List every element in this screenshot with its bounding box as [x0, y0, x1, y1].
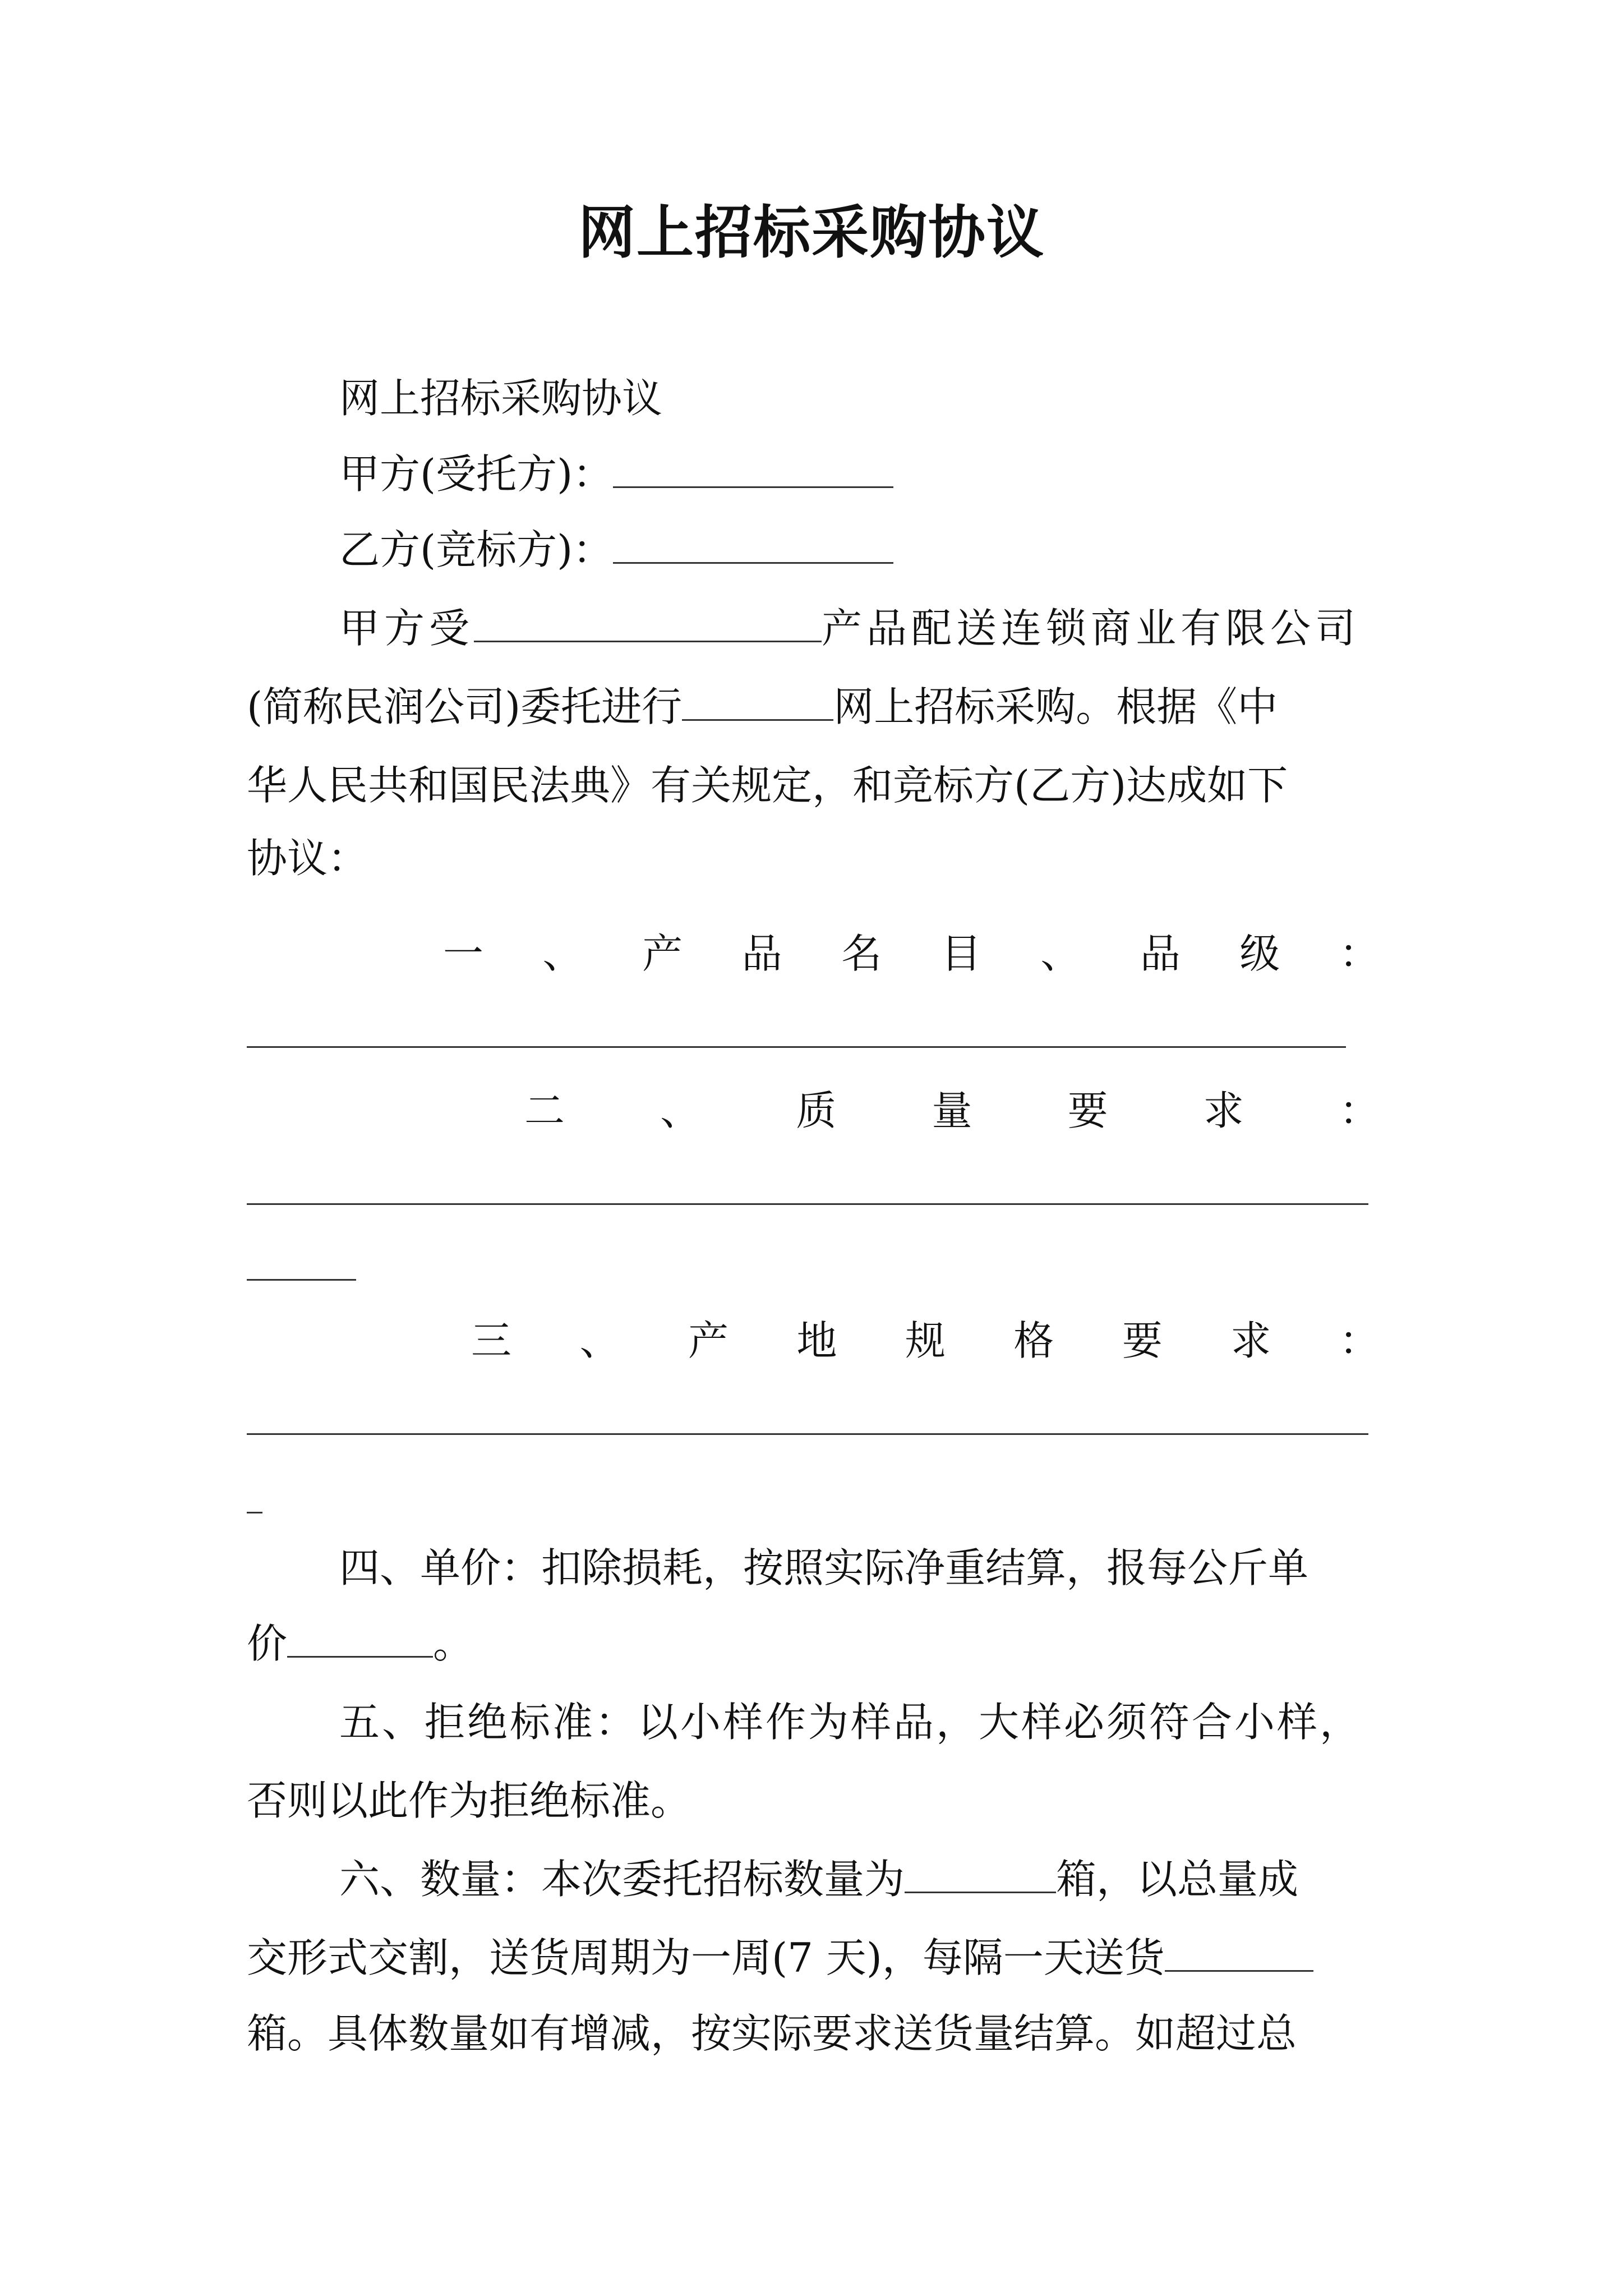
- s3-c0: 三: [471, 1317, 512, 1364]
- s1-c7: 品: [1140, 930, 1181, 977]
- s1-c2: 产: [642, 930, 683, 977]
- s1-c9: ：: [1339, 930, 1380, 977]
- section-6-text-1b: 箱，以总量成: [1056, 1856, 1299, 1903]
- intro-line-4: 协议：: [247, 835, 368, 882]
- s3-c5: 格: [1013, 1317, 1054, 1364]
- s3-c6: 要: [1122, 1317, 1163, 1364]
- s1-c5: 目: [940, 930, 981, 977]
- section-2-heading: [524, 1083, 1380, 1139]
- s3-c8: ：: [1339, 1317, 1380, 1364]
- section-6-line-3: 箱。具体数量如有增减，按实际要求送货量结算。如超过总: [247, 2010, 1297, 2057]
- intro-line-1: [339, 600, 1360, 656]
- intro-blank-2: [682, 685, 833, 721]
- section-5-line-1: 五、拒绝标准：以小样作为样品，大样必须符合小样，: [339, 1699, 1363, 1746]
- section-6-line-2: [247, 1930, 1313, 1986]
- party-b-label: 乙方(竞标方)：: [339, 526, 614, 573]
- section-6-text-2a: 交形式交割，送货周期为一周(7 天)，每隔一天送货: [247, 1934, 1165, 1981]
- intro-text-2b: 网上招标采购。根据《中: [833, 683, 1278, 730]
- s2-c2: 质: [796, 1087, 837, 1134]
- section-3-heading: [471, 1313, 1380, 1369]
- s2-c1: 、: [660, 1087, 701, 1134]
- section-6-line-1: [339, 1851, 1298, 1907]
- party-a-label: 甲方(受托方)：: [339, 450, 614, 498]
- party-a-blank: [613, 453, 893, 488]
- section-2-blank-line: [247, 1203, 1368, 1205]
- section-6-blank-2: [1165, 1936, 1313, 1972]
- s2-c0: 二: [524, 1087, 565, 1134]
- s3-c3: 地: [796, 1317, 837, 1364]
- s3-c7: 求: [1230, 1317, 1271, 1364]
- section-4-text-b: 。: [433, 1620, 474, 1667]
- s3-c4: 规: [905, 1317, 946, 1364]
- section-4-blank: [287, 1622, 433, 1658]
- section-5-line-2: 否则以此作为拒绝标准。: [247, 1777, 691, 1824]
- intro-text-1b: 产品配送连锁商业有限公司: [822, 605, 1361, 652]
- section-2-blank-line-2: [247, 1279, 356, 1281]
- section-6-blank-1: [905, 1858, 1056, 1893]
- intro-text-1a: 甲方受: [339, 605, 474, 652]
- section-3-blank-line-2: [247, 1512, 262, 1513]
- intro-text-2a: (简称民润公司)委托进行: [247, 683, 683, 730]
- section-3-blank-line: [247, 1433, 1368, 1435]
- party-b-blank: [613, 528, 893, 564]
- party-b-line: [339, 522, 893, 578]
- s1-c0: 一: [443, 930, 484, 977]
- party-a-line: [339, 446, 893, 502]
- section-4-line-1: 四、单价：扣除损耗，按照实际净重结算，报每公斤单: [339, 1544, 1309, 1591]
- document-subtitle: 网上招标采购协议: [339, 375, 663, 422]
- intro-line-3: 华人民共和国民法典》有关规定，和竞标方(乙方)达成如下: [247, 762, 1288, 809]
- s1-c6: 、: [1040, 930, 1081, 977]
- s2-c5: 求: [1203, 1087, 1244, 1134]
- section-1-blank-line: [247, 1046, 1346, 1048]
- intro-line-2: [247, 679, 1278, 735]
- section-4-line-2: [247, 1616, 473, 1672]
- s1-c4: 名: [841, 930, 882, 977]
- s2-c4: 要: [1067, 1087, 1108, 1134]
- s1-c1: 、: [542, 930, 583, 977]
- section-6-text-1a: 六、数量：本次委托招标数量为: [339, 1856, 905, 1903]
- s2-c6: ：: [1339, 1087, 1380, 1134]
- s1-c3: 品: [741, 930, 782, 977]
- document-title: 网上招标采购协议: [578, 199, 1045, 266]
- intro-blank-1: [474, 607, 822, 642]
- s3-c2: 产: [688, 1317, 728, 1364]
- s3-c1: 、: [579, 1317, 620, 1364]
- s1-c8: 级: [1239, 930, 1280, 977]
- s2-c3: 量: [932, 1087, 972, 1134]
- section-1-heading: [443, 926, 1380, 982]
- section-4-text-a: 价: [247, 1620, 288, 1667]
